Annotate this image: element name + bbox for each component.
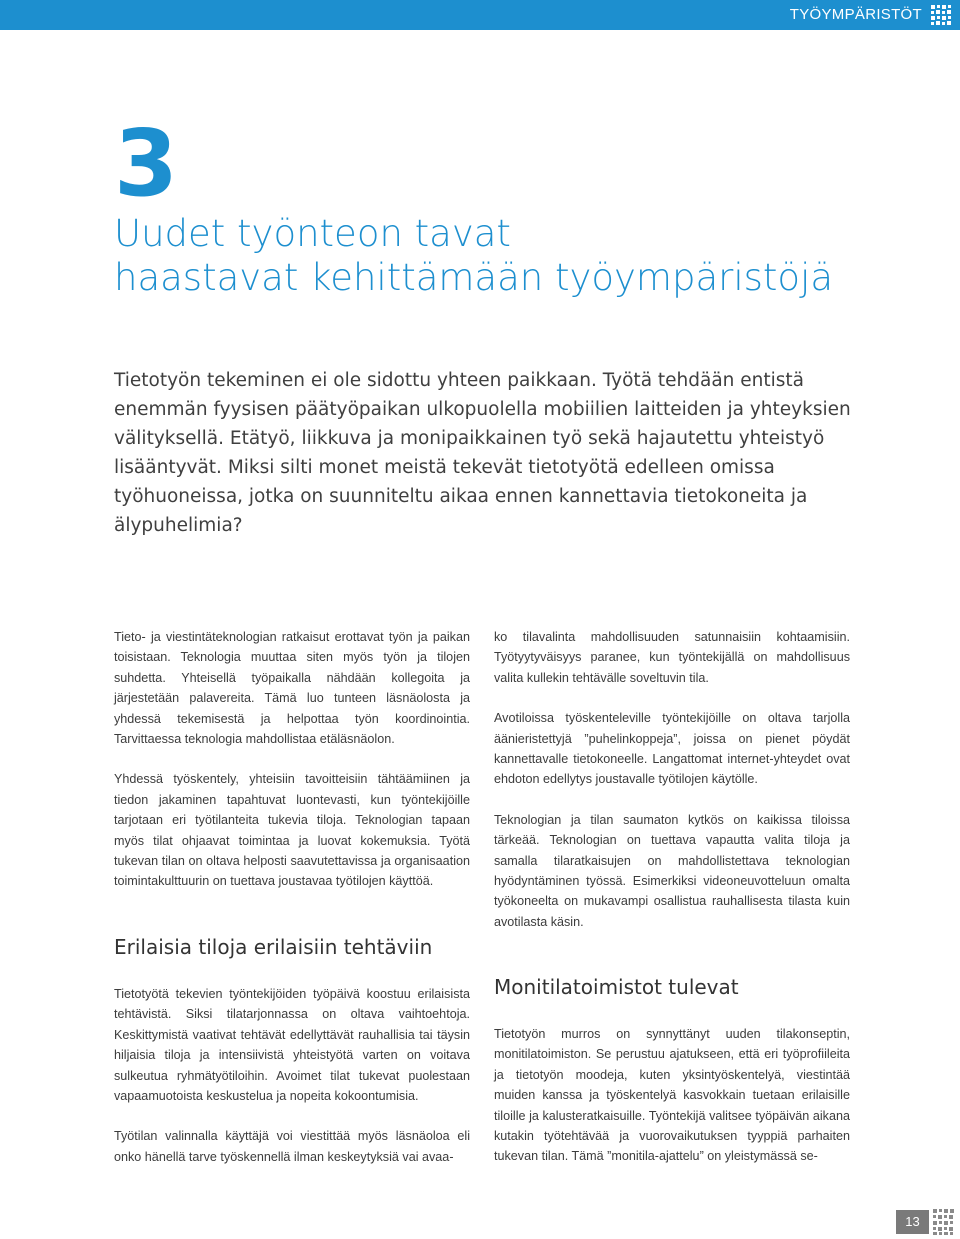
left-subsection <box>114 935 470 1187</box>
body-paragraph: Tietotyötä tekevien työntekijöiden työpäivä koostuu erilaisista tehtävistä. Siksi tilatarjonnassa on oltava vaihtoehtoja. Keskittymistä vaativat tehtävät edellyttävät rauhallisia tai täysin hiljaisia tiloja ja intensiivistä yhteistyötä varten on voitava sulkeutua ryhmätyötiloihin. Avoimet tilat tukevat puolestaan vapaamuotoista keskustelua ja nopeita kokoontumisia. <box>114 987 470 1104</box>
body-paragraph: Tieto- ja viestintäteknologian ratkaisut erottavat työn ja paikan toisistaan. Teknologia muuttaa siten myös työn ja tilojen suhdetta. Yhteisellä työpaikalla nähdään kollegoita ja järjestetään palavereita. Tämä luo tunteen läsnäolosta ja yhdessä tekemisestä ja helpottaa työn koordinointia. Tarvittaessa teknologia mahdollistaa etäläsnäolon. <box>114 630 470 747</box>
lead-paragraph: Tietotyön tekeminen ei ole sidottu yhteen paikkaan. Työtä tehdään entistä enemmän fyysisen päätyöpaikan ulkopuolella mobiilien laitteiden ja yhteyksien välityksellä. Etätyö, liikkuva ja monipaikkainen työ sekä hajautettu yhteistyö lisääntyvät. Miksi silti monet meistä tekevät tietotyötä edelleen omissa työhuoneissa, jotka on suunniteltu aikaa ennen kannettavia tietokoneita ja älypuhelimia? <box>114 370 851 536</box>
header-bar <box>0 0 960 30</box>
body-paragraph: Avotiloissa työskenteleville työntekijöille on oltava tarjolla äänieristettyjä ”puhelinkoppeja”, joissa on pienet pöydät kannettavalle tietokoneelle. Langattomat internet-yhteydet ovat ehdoton edellytys joustavalle työtilojen käytölle. <box>494 711 850 787</box>
body-paragraph: Yhdessä työskentely, yhteisiin tavoitteisiin tähtäämiinen ja tiedon jakaminen tapahtuvat luontevasti, kun työntekijöille tarjotaan eri työtilanteita tukevia tiloja. Teknologian tapaan myös tilat ohjaavat toimintaa ja luovat kokemuksia. Työtä tukevan tilan on oltava helposti saavutettavissa ja organisaation toimintakulttuurin on tuettava joustavaa työtilojen käyttöä. <box>114 772 470 889</box>
chapter-title <box>114 212 874 300</box>
body-paragraph: ko tilavalinta mahdollisuuden satunnaisiin kohtaamisiin. Työtyytyväisyys paranee, kun työntekijällä on mahdollisuus valita kullekin tehtävälle soveltuvin tila. <box>494 630 850 685</box>
chapter-number: 3 <box>114 110 177 217</box>
right-subsection <box>494 975 850 1187</box>
left-column <box>114 627 470 912</box>
chapter-title-line-1: Uudet työnteon tavat <box>114 212 511 255</box>
right-column <box>494 627 850 952</box>
grid-pattern-icon <box>930 4 952 26</box>
body-paragraph: Tietotyön murros on synnyttänyt uuden tilakonseptin, monitilatoimiston. Se perustuu ajatukseen, että eri työprofiileita ja tietotyön moodeja, kuten yksintyöskentelyä, viestintää muiden kanssa ja työskentelyä kasvokkain tuetaan erilaisille tiloille ja kalusteratkaisuille. Työntekijä valitsee työpäivän aikana kutakin työtehtävää ja vuorovaikutuksen tyyppiä parhaiten tukevan tilan. Tämä ”monitila-ajattelu” on yleistymässä se- <box>494 1027 850 1164</box>
section-label: TYÖYMPÄRISTÖT <box>789 6 922 23</box>
body-paragraph: Työtilan valinnalla käyttäjä voi viestittää myös läsnäoloa eli onko hänellä tarve työskennellä ilman keskeytyksiä vai avaa- <box>114 1129 470 1164</box>
subheading-different-spaces: Erilaisia tiloja erilaisiin tehtäviin <box>114 935 433 959</box>
body-paragraph: Teknologian ja tilan saumaton kytkös on kaikissa tiloissa tärkeää. Teknologian on tuettava vapautta valita tiloja ja samalla tilaratkaisujen on mahdollistettava teknologian hyödyntäminen työssä. Esimerkiksi videoneuvotteluun omalta työkoneelta on mukavampi osallistua rauhallisesta tilasta kuin avotilasta käsin. <box>494 812 850 929</box>
page-number: 13 <box>896 1210 929 1234</box>
grid-pattern-icon <box>932 1208 956 1236</box>
subheading-multispace-offices: Monitilatoimistot tulevat <box>494 975 739 999</box>
chapter-title-line-2: haastavat kehittämään työympäristöjä <box>114 256 833 299</box>
